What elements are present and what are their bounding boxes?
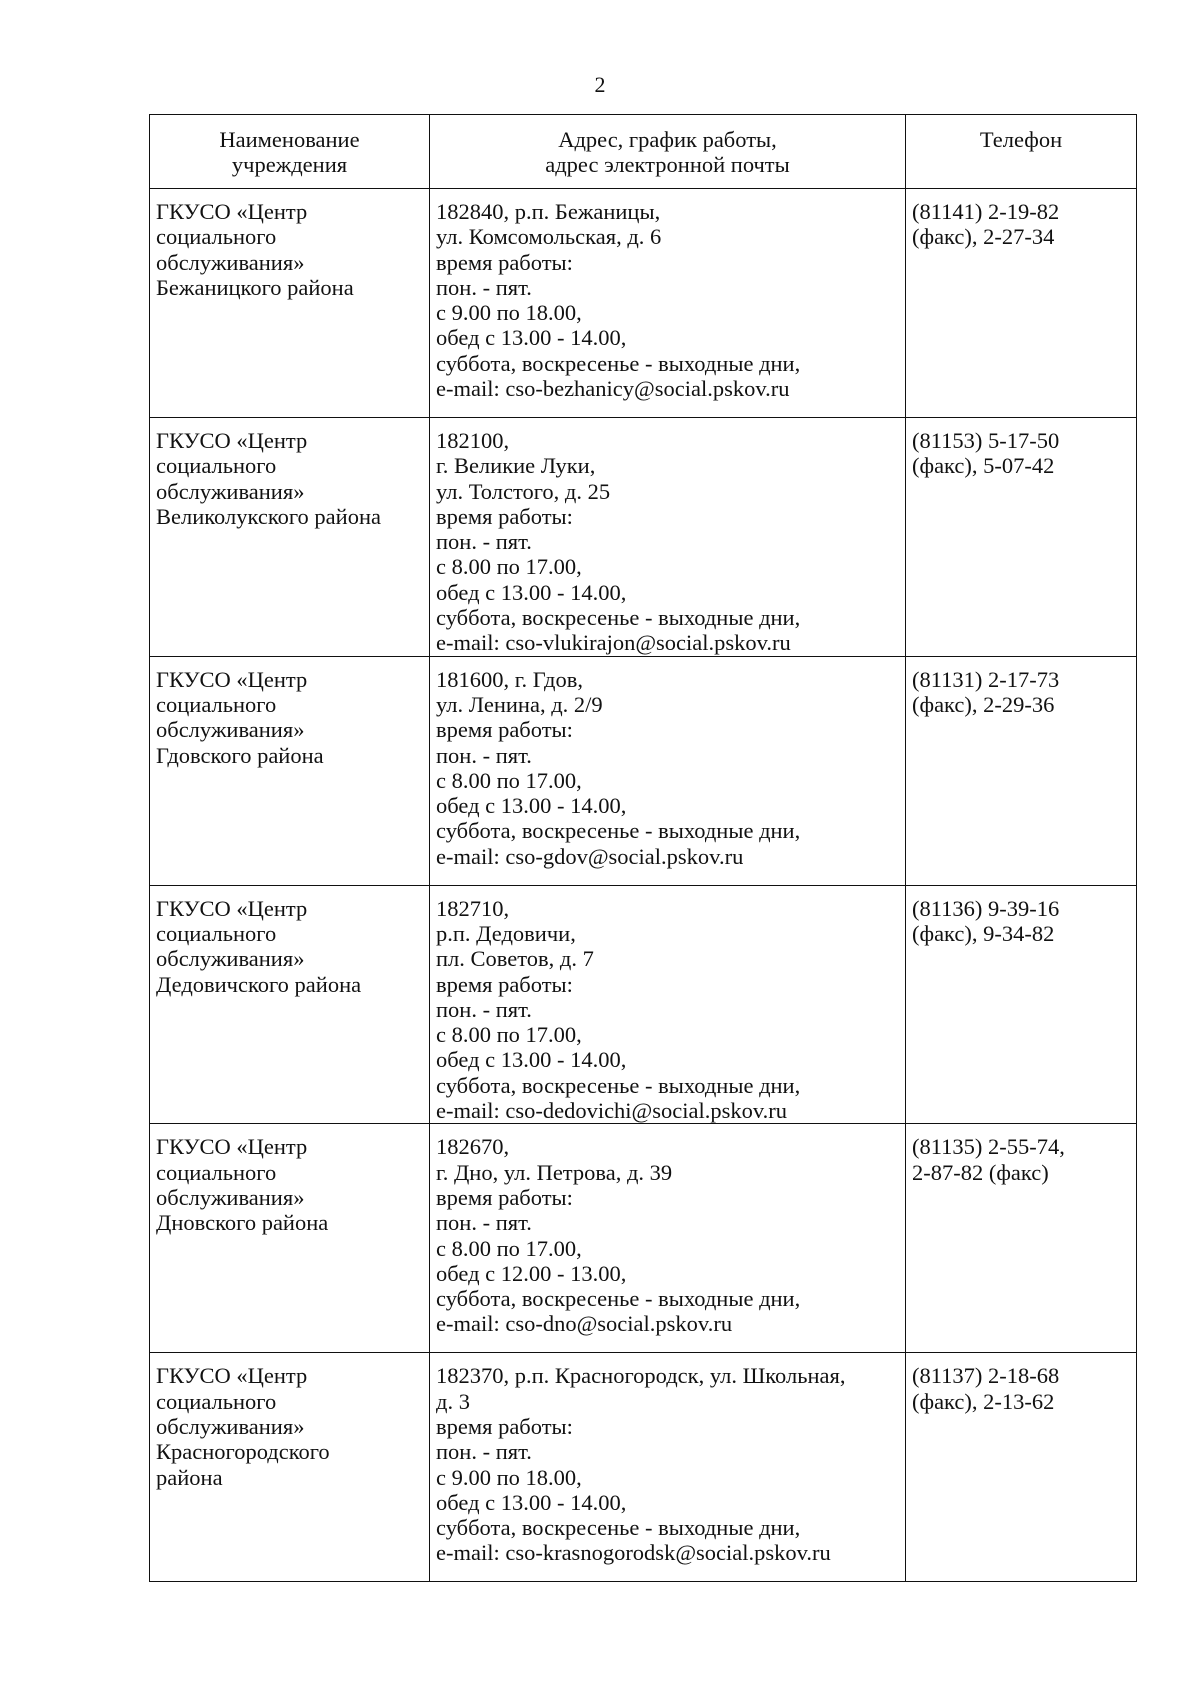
header-name-line: учреждения (231, 152, 348, 178)
phone-line: (факс), 2-27-34 (912, 224, 1055, 250)
header-address-line: адрес электронной почты (545, 152, 790, 178)
institution-name-line: социального (156, 1159, 277, 1185)
phone-line: (факс), 9-34-82 (912, 920, 1055, 946)
address-line: обед с 13.00 - 14.00, (436, 793, 627, 819)
address-line: время работы: (436, 1184, 573, 1210)
phone-line: (81141) 2-19-82 (912, 199, 1060, 224)
address-line: e-mail: cso-bezhanicy@social.pskov.ru (436, 376, 790, 402)
address-line: время работы: (436, 249, 573, 275)
institution-name-line: ГКУСО «Центр (156, 1363, 308, 1389)
header-row (150, 115, 1137, 189)
institution-name-line: обслуживания» (156, 1413, 305, 1439)
institution-name-line: обслуживания» (156, 249, 305, 275)
phone-line: (81153) 5-17-50 (912, 428, 1060, 453)
address-line: пл. Советов, д. 7 (436, 946, 594, 972)
address-line: с 8.00 по 17.00, (436, 1022, 582, 1048)
institution-name-line: Великолукского района (156, 503, 381, 529)
address-line: суббота, воскресенье - выходные дни, (436, 1515, 801, 1541)
address-line: ул. Ленина, д. 2/9 (436, 691, 603, 717)
institution-name-line: обслуживания» (156, 946, 305, 972)
address-line: e-mail: cso-dedovichi@social.pskov.ru (436, 1098, 788, 1124)
address-cell (430, 1353, 906, 1582)
address-line: время работы: (436, 717, 573, 743)
institution-name-line: социального (156, 224, 277, 250)
address-line: обед с 12.00 - 13.00, (436, 1260, 627, 1286)
header-phone-line: Телефон (979, 127, 1063, 152)
institution-name-line: социального (156, 920, 277, 946)
phone-line: (81131) 2-17-73 (912, 666, 1060, 692)
table-row (150, 189, 1137, 418)
address-line: время работы: (436, 971, 573, 997)
institution-name-line: обслуживания» (156, 717, 305, 743)
address-line: суббота, воскресенье - выходные дни, (436, 818, 801, 844)
phone-cell (906, 1124, 1137, 1353)
phone-line: (факс), 2-13-62 (912, 1388, 1055, 1414)
page-number: 2 (594, 72, 606, 97)
address-cell (430, 885, 906, 1124)
address-line: суббота, воскресенье - выходные дни, (436, 1072, 801, 1098)
phone-cell (906, 885, 1137, 1124)
address-line: д. 3 (436, 1388, 470, 1414)
address-line: пон. - пят. (436, 1439, 532, 1465)
institution-name-cell (150, 1124, 430, 1353)
address-line: суббота, воскресенье - выходные дни, (436, 605, 801, 631)
address-line: пон. - пят. (436, 274, 532, 300)
address-line: суббота, воскресенье - выходные дни, (436, 1286, 801, 1312)
address-line: обед с 13.00 - 14.00, (436, 579, 627, 605)
institution-name-line: Бежаницкого района (156, 274, 354, 300)
phone-cell (906, 1353, 1137, 1582)
phone-line: 2-87-82 (факс) (912, 1159, 1049, 1185)
address-line: с 8.00 по 17.00, (436, 767, 582, 793)
address-line: 182670, (436, 1134, 510, 1160)
phone-cell (906, 189, 1137, 418)
address-line: пон. - пят. (436, 1210, 532, 1236)
phone-cell (906, 418, 1137, 657)
address-line: 181600, г. Гдов, (436, 666, 583, 692)
institution-name-line: социального (156, 453, 277, 479)
institution-name-cell (150, 885, 430, 1124)
table-row (150, 418, 1137, 657)
address-line: 182710, (436, 895, 510, 921)
table-row (150, 1124, 1137, 1353)
table-body (150, 189, 1137, 1582)
institution-name-line: социального (156, 1388, 277, 1414)
address-line: ул. Комсомольская, д. 6 (436, 224, 662, 250)
address-line: с 8.00 по 17.00, (436, 554, 582, 580)
address-line: e-mail: cso-dno@social.pskov.ru (436, 1311, 733, 1337)
institution-name-line: ГКУСО «Центр (156, 428, 308, 453)
institution-name-line: Дедовичского района (156, 971, 362, 997)
phone-line: (81135) 2-55-74, (912, 1134, 1065, 1160)
address-line: 182100, (436, 428, 510, 453)
phone-cell (906, 656, 1137, 885)
address-line: время работы: (436, 503, 573, 529)
institution-name-cell (150, 418, 430, 657)
address-line: время работы: (436, 1413, 573, 1439)
header-address (430, 115, 906, 189)
address-cell (430, 1124, 906, 1353)
institution-name-line: социального (156, 691, 277, 717)
address-line: с 8.00 по 17.00, (436, 1235, 582, 1261)
address-line: e-mail: cso-gdov@social.pskov.ru (436, 843, 744, 869)
address-line: г. Великие Луки, (436, 453, 596, 479)
institution-name-line: ГКУСО «Центр (156, 666, 308, 692)
address-line: пон. - пят. (436, 996, 532, 1022)
table-header (150, 115, 1137, 189)
address-line: пон. - пят. (436, 529, 532, 555)
institution-name-cell (150, 656, 430, 885)
address-line: 182370, р.п. Красногородск, ул. Школьная, (436, 1363, 846, 1389)
institution-name-cell (150, 1353, 430, 1582)
address-cell (430, 656, 906, 885)
address-line: суббота, воскресенье - выходные дни, (436, 350, 801, 376)
table-row (150, 656, 1137, 885)
phone-line: (81137) 2-18-68 (912, 1363, 1060, 1389)
phone-line: (факс), 2-29-36 (912, 691, 1055, 717)
address-line: 182840, р.п. Бежаницы, (436, 199, 661, 224)
header-name (150, 115, 430, 189)
institution-name-line: ГКУСО «Центр (156, 1134, 308, 1160)
institution-name-line: района (156, 1464, 223, 1490)
header-phone (906, 115, 1137, 189)
institution-name-line: Гдовского района (156, 742, 324, 768)
institution-name-line: Дновского района (156, 1210, 329, 1236)
phone-line: (факс), 5-07-42 (912, 453, 1055, 479)
institution-name-cell (150, 189, 430, 418)
address-line: ул. Толстого, д. 25 (436, 478, 611, 504)
institution-name-line: обслуживания» (156, 1184, 305, 1210)
address-cell (430, 189, 906, 418)
address-line: обед с 13.00 - 14.00, (436, 1047, 627, 1073)
address-line: e-mail: cso-vlukirajon@social.pskov.ru (436, 630, 791, 656)
address-line: с 9.00 по 18.00, (436, 1464, 582, 1490)
address-line: г. Дно, ул. Петрова, д. 39 (436, 1159, 673, 1185)
institution-name-line: Красногородского (156, 1439, 330, 1465)
header-address-line: Адрес, график работы, (558, 127, 777, 152)
address-cell (430, 418, 906, 657)
institution-name-line: ГКУСО «Центр (156, 199, 308, 224)
address-line: e-mail: cso-krasnogorodsk@social.pskov.ru (436, 1540, 831, 1566)
address-line: с 9.00 по 18.00, (436, 300, 582, 326)
header-name-line: Наименование (219, 127, 360, 152)
address-line: р.п. Дедовичи, (436, 920, 576, 946)
address-line: обед с 13.00 - 14.00, (436, 325, 627, 351)
table-row (150, 885, 1137, 1124)
address-line: обед с 13.00 - 14.00, (436, 1489, 627, 1515)
institution-name-line: ГКУСО «Центр (156, 895, 308, 921)
phone-line: (81136) 9-39-16 (912, 895, 1060, 921)
table-row (150, 1353, 1137, 1582)
address-line: пон. - пят. (436, 742, 532, 768)
institutions-table (149, 114, 1137, 1582)
institution-name-line: обслуживания» (156, 478, 305, 504)
